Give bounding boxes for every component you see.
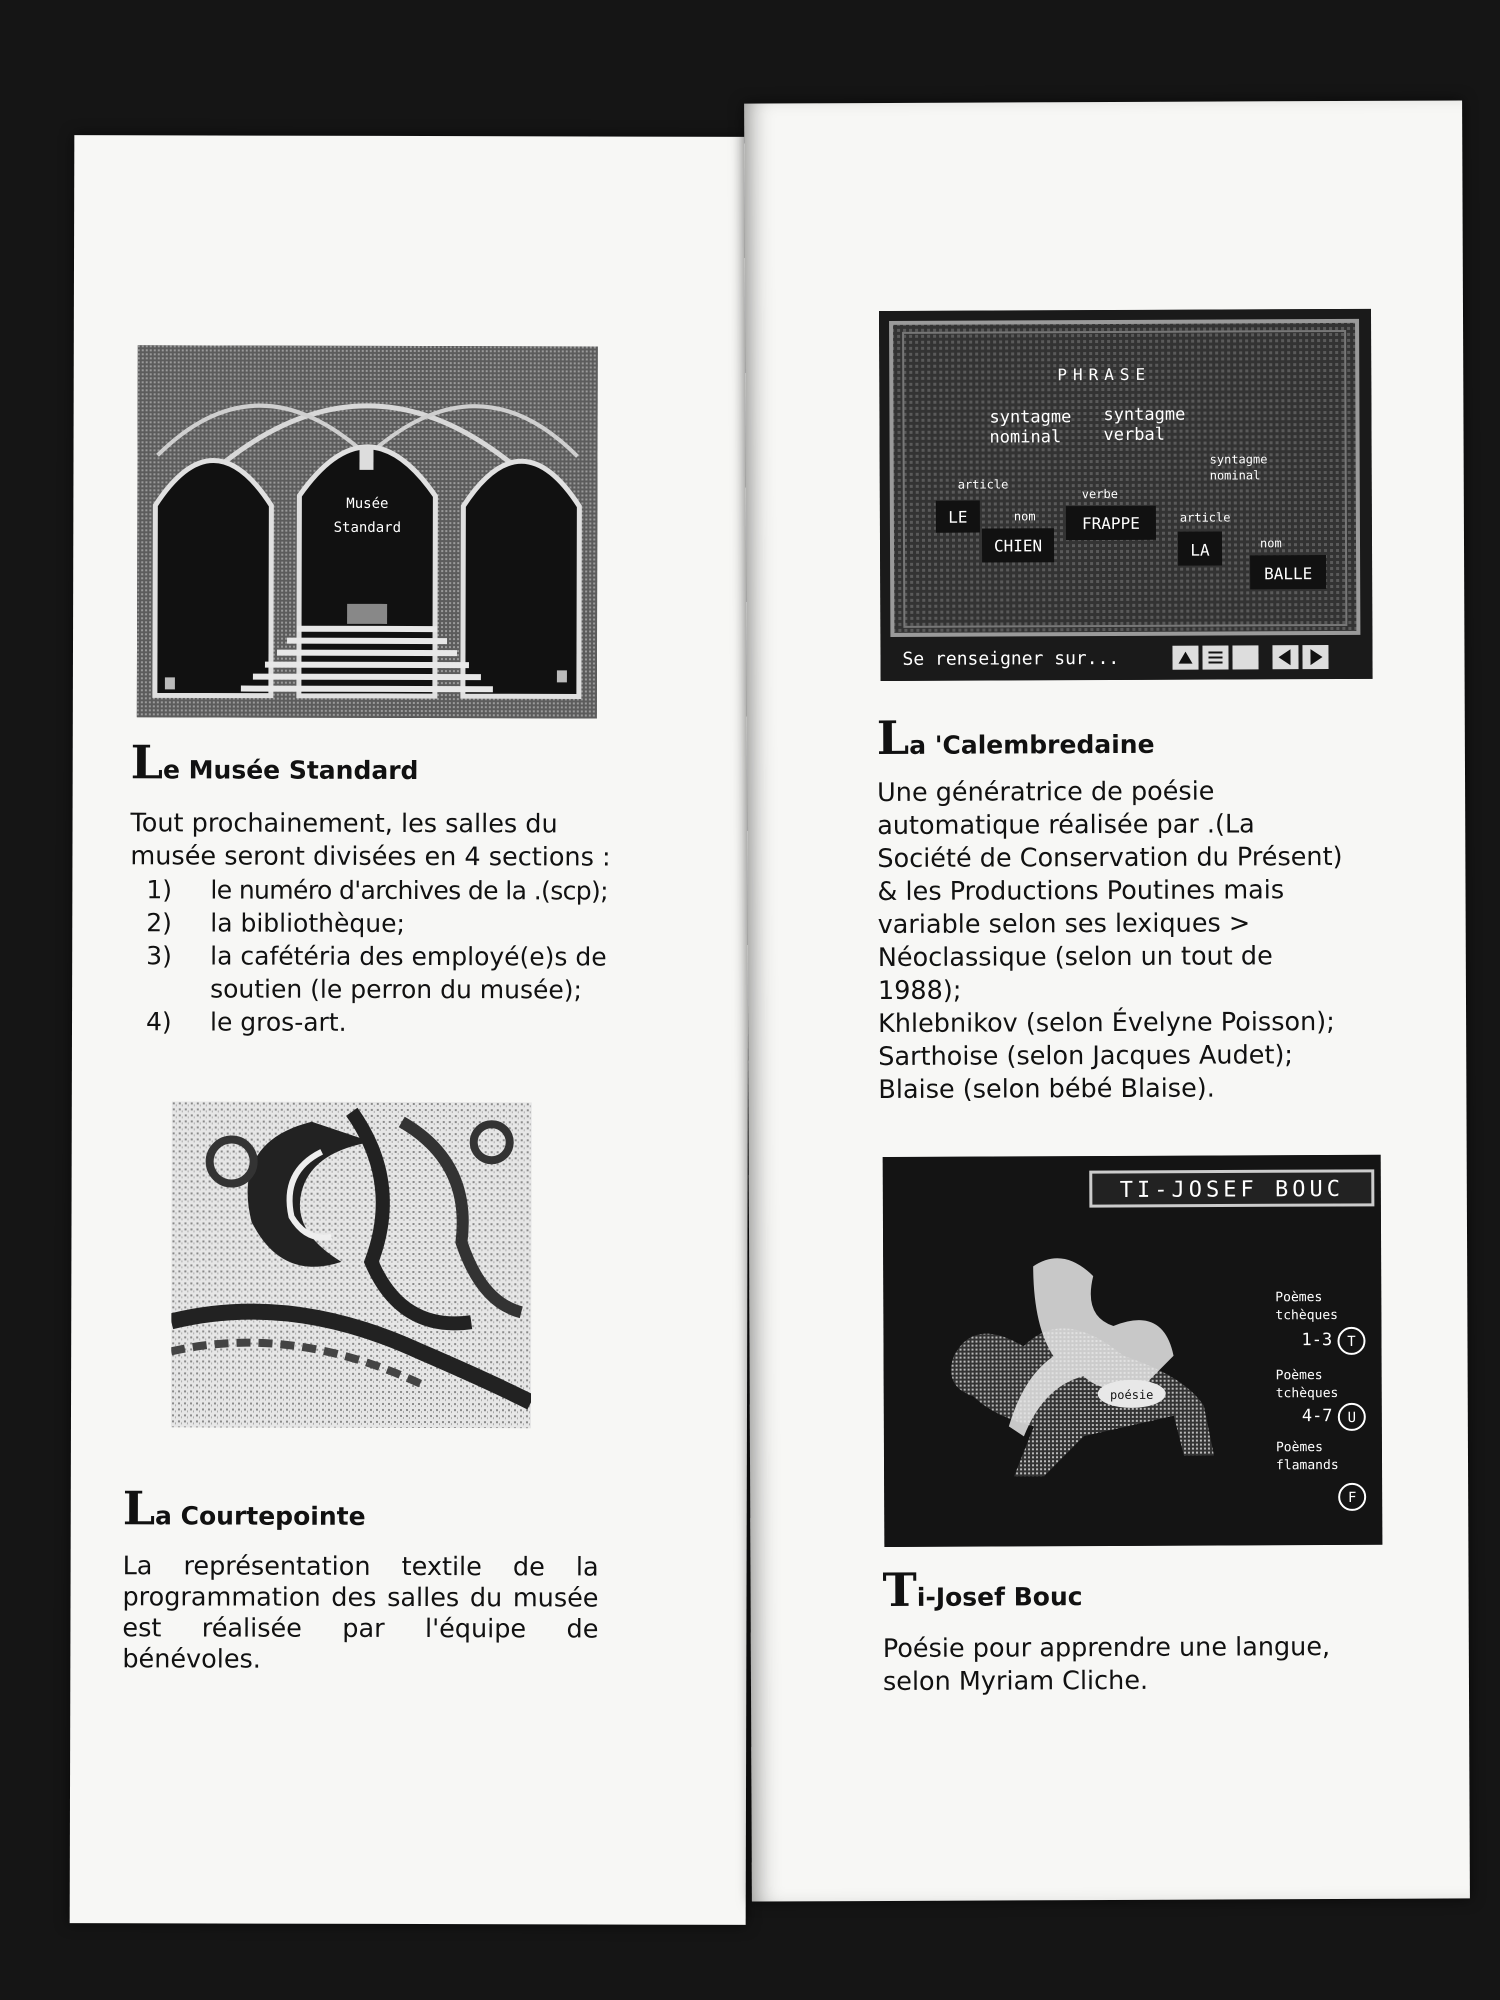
svg-text:nom: nom [1259, 536, 1282, 551]
calembredaine-line: Sarthoise (selon Jacques Audet); [878, 1040, 1294, 1072]
drop-letter: L [876, 710, 910, 766]
calembredaine-line: variable selon ses lexiques > [877, 908, 1251, 940]
drop-letter: T [882, 1562, 917, 1617]
musee-standard-illustration [137, 345, 598, 718]
key-u: U [1347, 1409, 1357, 1426]
heading-text: e Musée Standard [162, 755, 419, 786]
se-renseigner-label: Se renseigner sur... [902, 647, 1120, 670]
list-item: 2) la bibliothèque; [146, 908, 405, 938]
svg-text:Poèmes: Poèmes [1275, 1290, 1323, 1306]
svg-text:verbe: verbe [1081, 486, 1118, 502]
word-le: LE [948, 507, 968, 527]
courtepointe-textile-image [171, 1101, 532, 1428]
calembredaine-line: Une génératrice de poésie [877, 776, 1215, 809]
svg-text:verbal: verbal [1103, 424, 1165, 446]
word-chien: CHIEN [993, 536, 1043, 556]
ti-josef-line2: selon Myriam Cliche. [882, 1665, 1149, 1697]
drop-letter: L [122, 1481, 156, 1536]
right-page [744, 100, 1470, 1901]
svg-text:nom: nom [1013, 509, 1036, 524]
sections-list [146, 873, 616, 1039]
phrase-title: PHRASE [1057, 364, 1152, 385]
musee-standard-heading [130, 735, 419, 790]
list-item: 3) la cafétéria des employé(e)s de soutien (le perron du musée); [146, 941, 607, 1005]
ti-josef-line1: Poésie pour apprendre une langue, [882, 1632, 1331, 1664]
calembredaine-line: Khlebnikov (selon Évelyne Poisson); [878, 1007, 1335, 1039]
heading-text: a 'Calembredaine [909, 729, 1155, 760]
calembredaine-heading [876, 710, 1155, 766]
list-item: 1) le numéro d'archives de la .(scp); [146, 875, 609, 906]
svg-text:article: article [957, 477, 1009, 492]
ti-josef-banner: TI-JOSEF BOUC [1119, 1176, 1344, 1203]
poesie-bag-label: poésie [1110, 1387, 1154, 1402]
svg-text:nominal: nominal [1209, 468, 1261, 483]
svg-text:tchèques: tchèques [1275, 1385, 1339, 1402]
word-la: LA [1190, 540, 1210, 560]
heading-text: a Courtepointe [155, 1501, 366, 1531]
svg-text:syntagme: syntagme [1103, 404, 1186, 426]
drop-letter: L [130, 735, 164, 790]
calembredaine-line: & les Productions Poutines mais [877, 875, 1285, 908]
calembredaine-line: Néoclassique (selon un tout de [877, 941, 1273, 973]
musee-label-line2: Standard [333, 519, 402, 536]
courtepointe-body: La représentation textile de la programmation des salles du musée est réalisée par l'équipe de bénévoles. [122, 1551, 599, 1675]
svg-text:nominal: nominal [989, 427, 1062, 448]
svg-text:Poèmes: Poèmes [1275, 1368, 1323, 1384]
calembredaine-line: automatique réalisée par .(La [877, 809, 1255, 842]
svg-text:Poèmes: Poèmes [1275, 1440, 1323, 1456]
musee-intro-line1: Tout prochainement, les salles du [130, 808, 558, 840]
word-frappe: FRAPPE [1081, 513, 1140, 534]
svg-text:4-7: 4-7 [1301, 1406, 1333, 1427]
key-f: F [1347, 1489, 1357, 1506]
svg-text:tchèques: tchèques [1275, 1307, 1339, 1324]
key-t: T [1347, 1333, 1356, 1350]
svg-text:1-3: 1-3 [1301, 1330, 1333, 1351]
phrase-grammar-screen [879, 309, 1373, 681]
svg-text:flamands: flamands [1275, 1457, 1339, 1474]
calembredaine-line: Blaise (selon bébé Blaise). [878, 1073, 1215, 1105]
left-page [70, 135, 751, 1925]
ti-josef-bouc-screen [883, 1155, 1383, 1547]
word-balle: BALLE [1264, 564, 1313, 584]
svg-text:syntagme: syntagme [989, 407, 1072, 428]
calembredaine-line: Société de Conservation du Présent) [877, 841, 1343, 875]
calembredaine-line: 1988); [877, 975, 962, 1006]
svg-text:syntagme: syntagme [1209, 452, 1268, 467]
musee-intro-line2: musée seront divisées en 4 sections : [130, 841, 611, 873]
courtepointe-heading [122, 1481, 366, 1536]
svg-text:article: article [1179, 510, 1231, 525]
list-item: 4) le gros-art. [145, 1007, 347, 1037]
ti-josef-bouc-heading [882, 1562, 1083, 1617]
musee-label-line1: Musée [346, 495, 389, 512]
heading-text: i-Josef Bouc [916, 1582, 1083, 1612]
